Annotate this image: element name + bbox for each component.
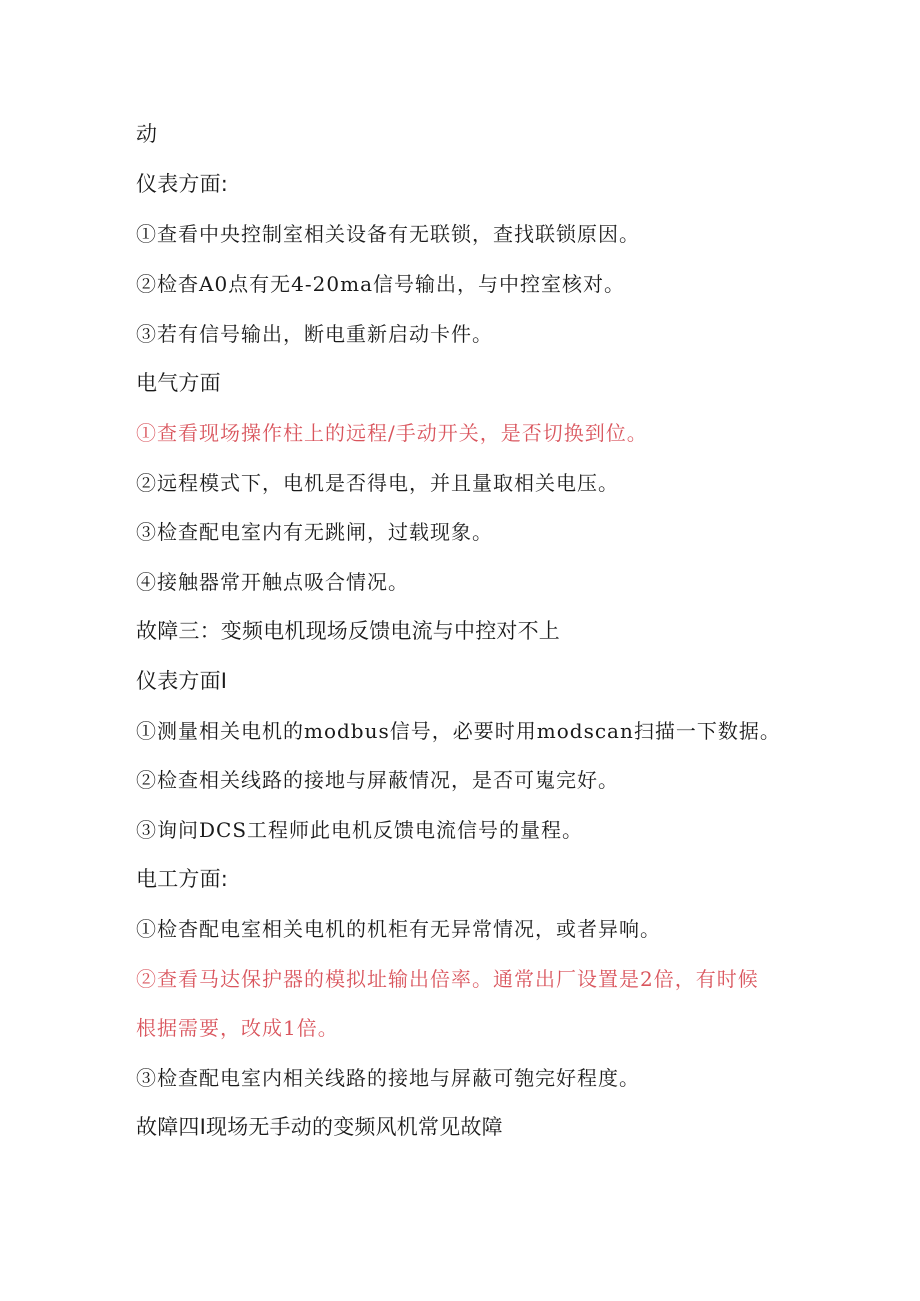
paragraph-line-highlighted: 根据需要，改成1倍。 bbox=[136, 1016, 339, 1040]
heading-fault-three: 故障三：变频电机现场反馈电流与中控对不上 bbox=[136, 619, 560, 643]
paragraph-line: ④接触器常开触点吸合情况。 bbox=[136, 570, 409, 594]
heading-electrician-aspect: 电工方面: bbox=[136, 867, 229, 891]
paragraph-line: ③若有信号输出，断电重新启动卡件。 bbox=[136, 322, 493, 346]
heading-continuation: 动 bbox=[136, 122, 158, 146]
paragraph-line: ①检杳配电室相关电机的机柜有无异常情况，或者异响。 bbox=[136, 917, 661, 941]
paragraph-line: ①测量相关电机的modbus信号，必要时用modscan扫描一下数据。 bbox=[136, 719, 781, 743]
heading-fault-four: 故障四I现场无手动的变频风机常见故障 bbox=[136, 1115, 503, 1139]
paragraph-line: ③检查配电室内有无跳闸，过载现象。 bbox=[136, 520, 493, 544]
heading-instrument-aspect-1: 仪表方面: bbox=[136, 172, 229, 196]
paragraph-line-highlighted: ①查看现场操作柱上的远程/手动开关，是否切换到位。 bbox=[136, 421, 648, 445]
heading-electrical-aspect: 电气方面 bbox=[136, 371, 221, 395]
paragraph-line-highlighted: ②查看马达保护器的模拟址输出倍率。通常出厂设置是2倍，有时候 bbox=[136, 967, 759, 991]
paragraph-line: ②检查相关线路的接地与屏蔽情况，是否可嵬完好。 bbox=[136, 768, 619, 792]
paragraph-line: ①查看中央控制室相关设备有无联锁，查找联锁原因。 bbox=[136, 222, 640, 246]
paragraph-line: ②远程模式下，电机是否得电，并且量取相关电压。 bbox=[136, 471, 619, 495]
paragraph-line: ②检杳A0点有无4-20ma信号输出，与中控室核对。 bbox=[136, 272, 625, 296]
heading-instrument-aspect-2: 仪表方面I bbox=[136, 669, 228, 693]
paragraph-line: ③检查配电室内相关线路的接地与屏蔽可匏完好程度。 bbox=[136, 1066, 640, 1090]
paragraph-line: ③询问DCS工程师此电机反馈电流信号的量程。 bbox=[136, 818, 584, 842]
